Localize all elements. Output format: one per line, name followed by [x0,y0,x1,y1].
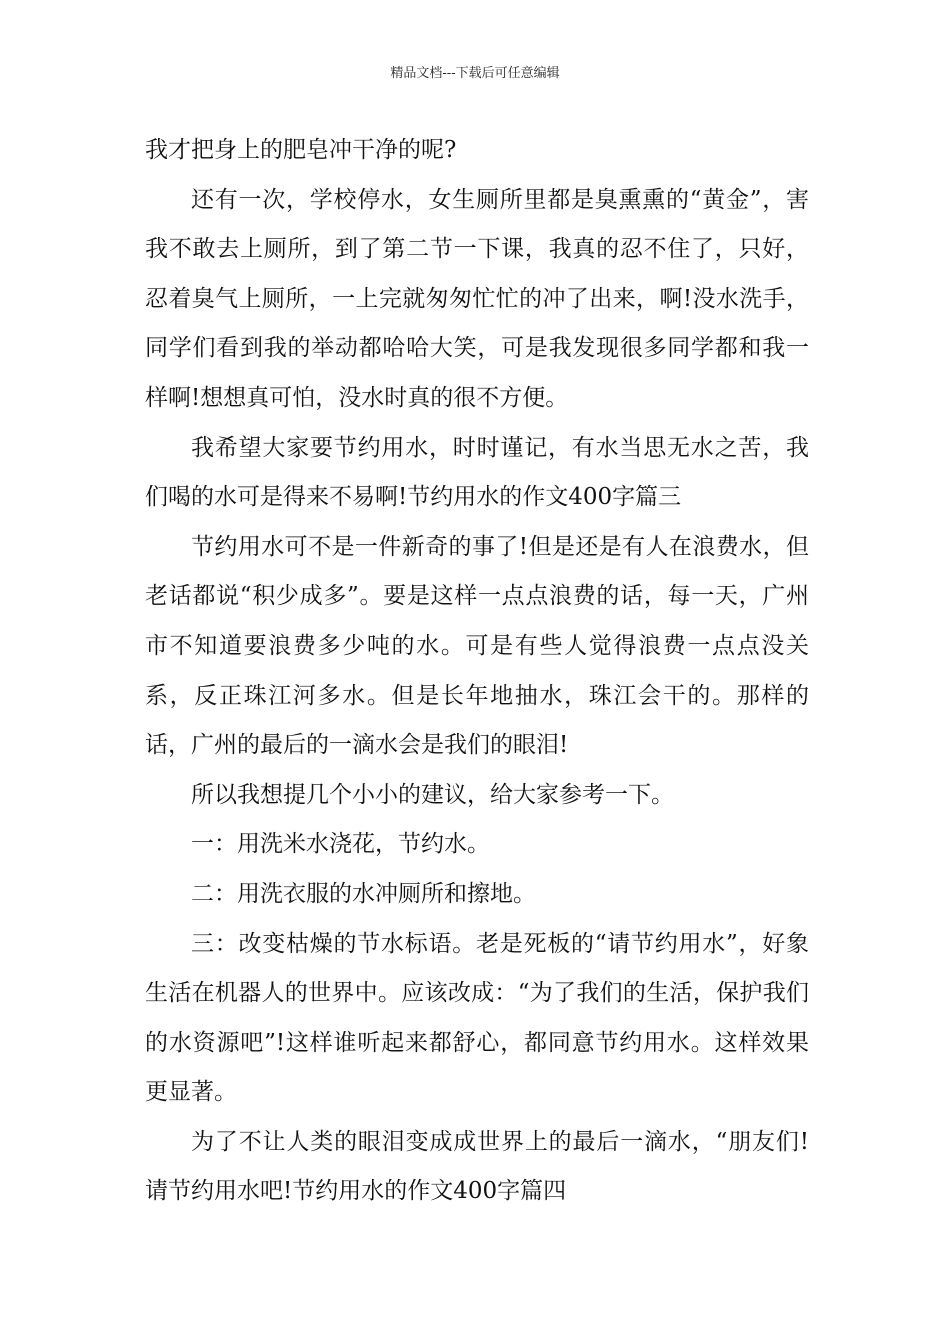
paragraph-6: 一：用洗米水浇花，节约水。 [191,831,490,858]
document-body [145,126,809,1217]
paragraph-8: 三：改变枯燥的节水标语。老是死板的“请节约用水”，好象生活在机器人的世界中。应该改成：“为了我们的生活，保护我们的水资源吧”!这样谁听起来都舒心，都同意节约用水。这样效果更显著。 [145,930,809,1106]
paragraph-7: 二：用洗衣服的水冲厕所和擦地。 [191,880,536,907]
paragraph-1: 我才把身上的肥皂冲干净的呢? [145,137,457,163]
paragraph-4: 节约用水可不是一件新奇的事了!但是还是有人在浪费水，但老话都说“积少成多”。要是这样一点点浪费的话，每一天，广州市不知道要浪费多少吨的水。可是有些人觉得浪费一点点没关系，反正珠江河多水。但是长年地抽水，珠江会干的。那样的话，广州的最后的一滴水会是我们的眼泪! [145,533,809,759]
paragraph-2: 还有一次，学校停水，女生厕所里都是臭熏熏的“黄金”，害我不敢去上厕所，到了第二节一下课，我真的忍不住了，只好，忍着臭气上厕所，一上完就匆匆忙忙的冲了出来，啊!没水洗手，同学们看到我的举动都哈哈大笑，可是我发现很多同学都和我一样啊!想想真可怕，没水时真的很不方便。 [145,186,809,411]
paragraph-5: 所以我想提几个小小的建议，给大家参考一下。 [191,781,674,808]
paragraph-3: 我希望大家要节约用水，时时谨记，有水当思无水之苦，我们喝的水可是得来不易啊!节约用水的作文400字篇三 [145,434,809,511]
page-header: 精品文档---下载后可任意编辑 [390,66,560,81]
paragraph-9: 为了不让人类的眼泪变成成世界上的最后一滴水，“朋友们!请节约用水吧!节约用水的作文400字篇四 [145,1128,809,1205]
